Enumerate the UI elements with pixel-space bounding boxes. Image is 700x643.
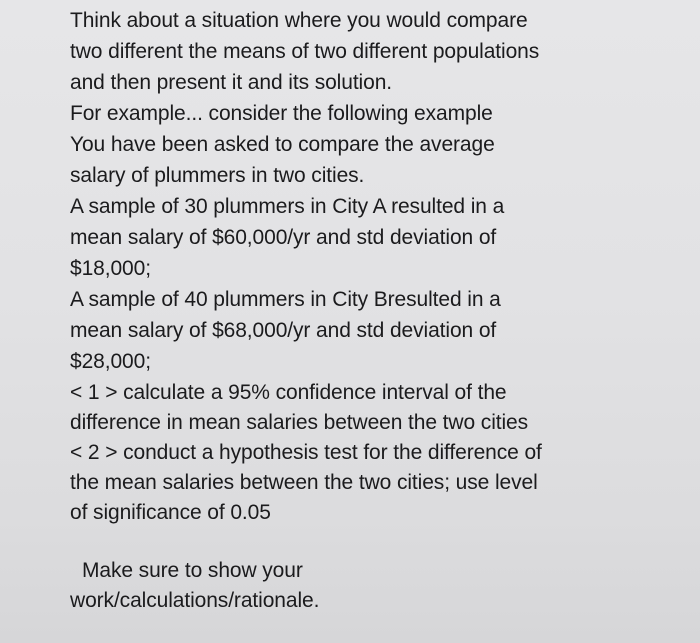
text-line: $28,000; (70, 350, 151, 373)
text-line: two different the means of two different populations (70, 40, 540, 63)
text-line: You have been asked to compare the average (70, 133, 495, 156)
text-line: $18,000; (70, 257, 151, 280)
text-line: difference in mean salaries between the two cities (70, 411, 529, 434)
footer-line: Make sure to show your (82, 559, 303, 582)
text-line: < 2 > conduct a hypothesis test for the difference of (70, 441, 542, 464)
text-line: mean salary of $60,000/yr and std deviation of (70, 226, 497, 249)
text-line: A sample of 30 plummers in City A resulted in a (70, 195, 505, 218)
text-line: salary of plummers in two cities. (70, 164, 365, 187)
text-line: mean salary of $68,000/yr and std deviation of (70, 319, 497, 342)
text-line: of significance of 0.05 (70, 501, 271, 524)
text-line: For example... consider the following example (70, 102, 493, 125)
text-line: the mean salaries between the two cities; use level (70, 471, 538, 494)
text-line: and then present it and its solution. (70, 71, 393, 94)
footer-line: work/calculations/rationale. (70, 589, 320, 612)
text-line: A sample of 40 plummers in City Bresulted in a (70, 288, 501, 311)
text-line: Think about a situation where you would compare (70, 9, 528, 32)
text-line: < 1 > calculate a 95% confidence interval of the (70, 381, 507, 404)
